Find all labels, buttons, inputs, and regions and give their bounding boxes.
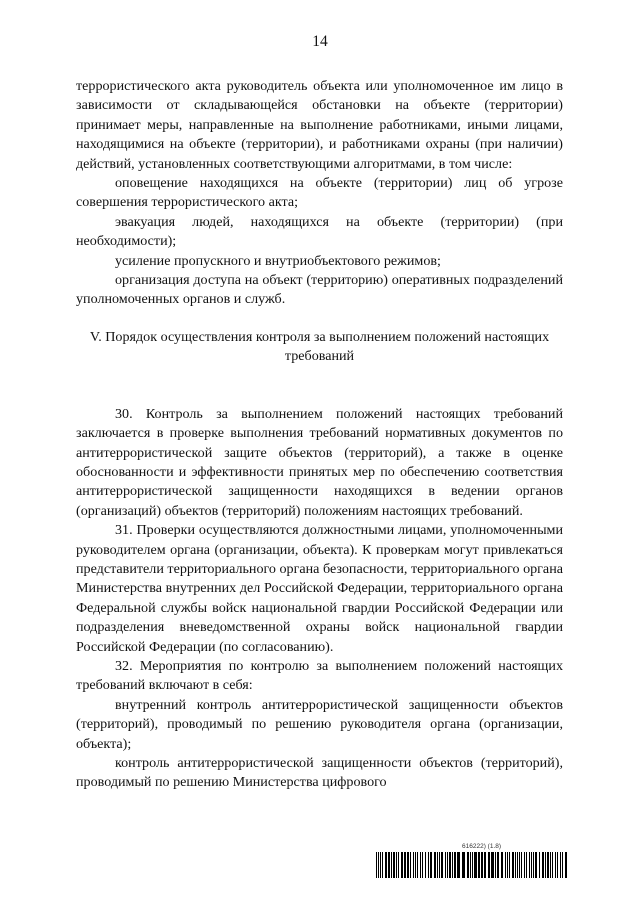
paragraph: 32. Мероприятия по контролю за выполнением положений настоящих требований включают в себя: (76, 657, 563, 694)
barcode (376, 852, 568, 878)
paragraph: оповещение находящихся на объекте (территории) лиц об угрозе совершения террористического акта; (76, 175, 563, 211)
paragraph: усиление пропускного и внутриобъектового режимов; (115, 252, 441, 269)
document-body (76, 77, 563, 793)
paragraph: 31. Проверки осуществляются должностными лицами, уполномоченными руководителем органа (организации, объекта). К проверкам могут привлекаться представители территориального органа безопасности, территориального органа Министерства внутренних дел Российской Федерации, территориального органа Федеральной службы войск национальной гвардии Российской Федерации или подразделения вневедомственной охраны войск национальной гвардии Российской Федерации (по согласованию). (76, 522, 563, 655)
paragraph: внутренний контроль антитеррористической защищенности объектов (территорий), проводимый по решению руководителя органа (организации, объекта); (76, 696, 563, 752)
paragraph: эвакуация людей, находящихся на объекте (территории) (при необходимости); (76, 213, 563, 250)
document-code: 616222) (1.8) (462, 843, 502, 850)
section-heading: V. Порядок осуществления контроля за выполнением положений настоящих требований (89, 328, 550, 365)
paragraph: 30. Контроль за выполнением положений настоящих требований заключается в проверке выполнения требований нормативных документов по антитеррористической защите объектов (территорий), а также в оценке обоснованности и эффективности принятых мер по обеспечению соответствия антитеррористической защищенности находящихся в ведении органов (организаций) объектов (территорий) положениям настоящих требований. (76, 405, 563, 519)
paragraph: террористического акта руководитель объекта или уполномоченное им лицо в зависимости от складывающейся обстановки на объекте (территории) принимает меры, направленные на выполнение работниками, иными лицами, находящимися на объекте (территории), и работниками охраны (при наличии) действий, установленных соответствующими алгоритмами, в том числе: (76, 78, 563, 172)
paragraph: контроль антитеррористической защищенности объектов (территорий), проводимый по решению Министерства цифрового (76, 755, 563, 791)
page-number: 14 (312, 33, 328, 50)
paragraph: организация доступа на объект (территорию) оперативных подразделений уполномоченных органов и служб. (76, 272, 563, 308)
